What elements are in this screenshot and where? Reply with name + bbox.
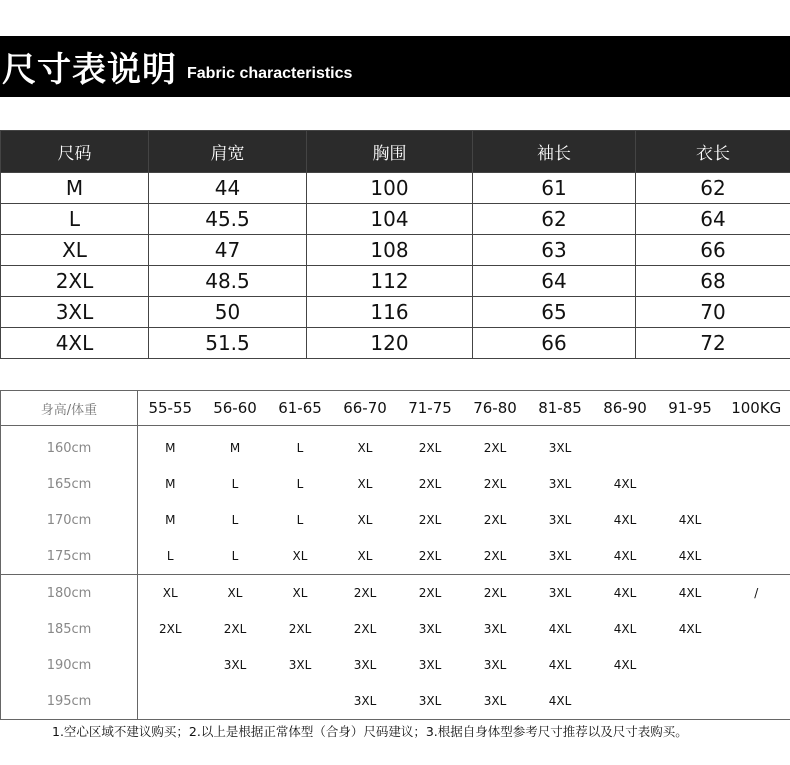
reference-row xyxy=(1,611,790,647)
recommended-size-cell: 3XL xyxy=(353,694,377,708)
recommended-size-cell: 3XL xyxy=(528,575,593,612)
height-label: 185cm xyxy=(1,611,138,647)
recommended-size-cell: 2XL xyxy=(398,575,463,612)
recommended-size-cell xyxy=(203,683,268,720)
header-sleeve: 袖长 xyxy=(473,131,636,173)
recommended-size-cell: 4XL xyxy=(613,513,637,527)
size-cell-shoulder: 47 xyxy=(149,235,307,266)
weight-header: 86-90 xyxy=(593,391,658,426)
recommended-size-cell: 4XL xyxy=(678,513,702,527)
recommended-size-cell: 3XL xyxy=(483,622,507,636)
recommended-size-cell: 2XL xyxy=(483,477,507,491)
height-label: 165cm xyxy=(1,466,138,502)
recommended-size-cell: 4XL xyxy=(593,575,658,612)
size-cell-length: 62 xyxy=(636,173,790,204)
size-cell-sleeve: 61 xyxy=(473,173,636,204)
recommended-size-cell xyxy=(138,683,203,720)
recommended-size-cell: L xyxy=(231,477,239,491)
height-label: 190cm xyxy=(1,647,138,683)
header-size: 尺码 xyxy=(1,131,149,173)
height-label: 195cm xyxy=(1,683,138,720)
reference-row xyxy=(1,683,790,720)
size-chart-header-row xyxy=(1,131,790,173)
recommended-size-cell: 2XL xyxy=(483,441,507,455)
recommended-size-cell: 2XL xyxy=(463,575,528,612)
recommended-size-cell: 3XL xyxy=(288,658,312,672)
size-cell-sleeve: 66 xyxy=(473,328,636,359)
recommended-size-cell: 4XL xyxy=(678,622,702,636)
size-cell-shoulder: 50 xyxy=(149,297,307,328)
recommended-size-cell xyxy=(723,611,790,647)
size-cell-chest: 108 xyxy=(307,235,473,266)
size-cell-length: 66 xyxy=(636,235,790,266)
recommended-size-cell xyxy=(723,538,790,575)
recommended-size-cell: 3XL xyxy=(548,549,572,563)
header-shoulder: 肩宽 xyxy=(149,131,307,173)
recommended-size-cell: 2XL xyxy=(333,575,398,612)
title-banner xyxy=(0,36,790,97)
size-cell-sleeve: 65 xyxy=(473,297,636,328)
size-cell-length: 72 xyxy=(636,328,790,359)
size-chart-row xyxy=(1,266,790,297)
recommended-size-cell: 2XL xyxy=(353,622,377,636)
recommended-size-cell: 2XL xyxy=(223,622,247,636)
size-cell-length: 64 xyxy=(636,204,790,235)
footnote: 1.空心区域不建议购买；2.以上是根据正常体型（合身）尺码建议；3.根据自身体型参考尺寸推荐以及尺寸表购买。 xyxy=(52,724,688,739)
recommended-size-cell xyxy=(723,502,790,538)
reference-row xyxy=(1,647,790,683)
size-cell-size: XL xyxy=(1,235,149,266)
page-title: 尺寸表说明 xyxy=(2,50,177,90)
page-subtitle: Fabric characteristics xyxy=(187,64,353,82)
size-cell-shoulder: 44 xyxy=(149,173,307,204)
recommended-size-cell: / xyxy=(723,575,790,612)
size-cell-shoulder: 45.5 xyxy=(149,204,307,235)
recommended-size-cell: 3XL xyxy=(483,694,507,708)
size-chart-row xyxy=(1,297,790,328)
reference-header-row xyxy=(1,391,790,426)
recommended-size-cell xyxy=(658,647,723,683)
recommended-size-cell: L xyxy=(231,549,239,563)
recommended-size-cell xyxy=(723,683,790,720)
size-cell-sleeve: 64 xyxy=(473,266,636,297)
size-cell-size: 4XL xyxy=(1,328,149,359)
recommended-size-cell xyxy=(658,426,723,467)
height-label: 180cm xyxy=(1,575,138,612)
recommended-size-cell: 4XL xyxy=(548,622,572,636)
size-cell-size: M xyxy=(1,173,149,204)
size-cell-length: 68 xyxy=(636,266,790,297)
size-chart-row xyxy=(1,204,790,235)
size-cell-sleeve: 63 xyxy=(473,235,636,266)
size-cell-length: 70 xyxy=(636,297,790,328)
recommended-size-cell: 3XL xyxy=(418,622,442,636)
recommended-size-cell xyxy=(658,466,723,502)
reference-row xyxy=(1,538,790,575)
recommended-size-cell: XL xyxy=(292,549,308,563)
height-label: 170cm xyxy=(1,502,138,538)
recommended-size-cell: 4XL xyxy=(613,477,637,491)
reference-row xyxy=(1,502,790,538)
recommended-size-cell: 2XL xyxy=(483,549,507,563)
size-cell-size: 3XL xyxy=(1,297,149,328)
size-cell-chest: 120 xyxy=(307,328,473,359)
size-cell-chest: 112 xyxy=(307,266,473,297)
header-chest: 胸围 xyxy=(307,131,473,173)
size-reference-table xyxy=(0,390,790,720)
recommended-size-cell xyxy=(138,647,203,683)
recommended-size-cell: 2XL xyxy=(288,622,312,636)
size-chart-row xyxy=(1,173,790,204)
recommended-size-cell: 2XL xyxy=(418,513,442,527)
recommended-size-cell: 4XL xyxy=(658,575,723,612)
size-cell-shoulder: 48.5 xyxy=(149,266,307,297)
header-length: 衣长 xyxy=(636,131,790,173)
weight-header: 56-60 xyxy=(203,391,268,426)
recommended-size-cell: 4XL xyxy=(613,622,637,636)
recommended-size-cell: 2XL xyxy=(158,622,182,636)
recommended-size-cell: XL xyxy=(357,441,373,455)
recommended-size-cell: 4XL xyxy=(678,549,702,563)
recommended-size-cell: 4XL xyxy=(613,658,637,672)
recommended-size-cell: M xyxy=(165,513,176,527)
reference-row xyxy=(1,466,790,502)
reference-row xyxy=(1,426,790,467)
recommended-size-cell xyxy=(658,683,723,720)
recommended-size-cell: XL xyxy=(138,575,203,612)
recommended-size-cell: XL xyxy=(203,575,268,612)
size-cell-size: 2XL xyxy=(1,266,149,297)
recommended-size-cell: 4XL xyxy=(548,658,572,672)
recommended-size-cell: 3XL xyxy=(418,658,442,672)
size-cell-chest: 100 xyxy=(307,173,473,204)
height-weight-corner: 身高/体重 xyxy=(1,391,138,426)
weight-header: 100KG xyxy=(723,391,790,426)
recommended-size-cell: 4XL xyxy=(613,549,637,563)
recommended-size-cell: 3XL xyxy=(483,658,507,672)
weight-header: 71-75 xyxy=(398,391,463,426)
reference-row xyxy=(1,575,790,612)
recommended-size-cell: XL xyxy=(357,513,373,527)
recommended-size-cell: 3XL xyxy=(548,477,572,491)
weight-header: 91-95 xyxy=(658,391,723,426)
recommended-size-cell: 3XL xyxy=(548,513,572,527)
recommended-size-cell: L xyxy=(296,441,304,455)
recommended-size-cell: L xyxy=(231,513,239,527)
recommended-size-cell: 2XL xyxy=(483,513,507,527)
size-cell-chest: 116 xyxy=(307,297,473,328)
recommended-size-cell: 3XL xyxy=(353,658,377,672)
recommended-size-cell: M xyxy=(165,477,176,491)
recommended-size-cell: L xyxy=(296,477,304,491)
recommended-size-cell: 2XL xyxy=(418,549,442,563)
height-label: 175cm xyxy=(1,538,138,575)
recommended-size-cell: 3XL xyxy=(223,658,247,672)
recommended-size-cell xyxy=(268,683,333,720)
recommended-size-cell: M xyxy=(229,441,241,455)
weight-header: 76-80 xyxy=(463,391,528,426)
weight-header: 61-65 xyxy=(268,391,333,426)
size-chart-table xyxy=(0,130,790,359)
size-chart-row xyxy=(1,328,790,359)
recommended-size-cell xyxy=(593,426,658,467)
weight-header: 55-55 xyxy=(138,391,203,426)
size-cell-shoulder: 51.5 xyxy=(149,328,307,359)
recommended-size-cell: 3XL xyxy=(418,694,442,708)
recommended-size-cell: L xyxy=(166,549,174,563)
size-chart-row xyxy=(1,235,790,266)
recommended-size-cell xyxy=(723,647,790,683)
recommended-size-cell: 4XL xyxy=(548,694,572,708)
recommended-size-cell: XL xyxy=(357,477,373,491)
recommended-size-cell: 2XL xyxy=(418,441,442,455)
recommended-size-cell: XL xyxy=(268,575,333,612)
recommended-size-cell: 2XL xyxy=(418,477,442,491)
recommended-size-cell: L xyxy=(296,513,304,527)
size-cell-chest: 104 xyxy=(307,204,473,235)
recommended-size-cell xyxy=(593,683,658,720)
recommended-size-cell: XL xyxy=(357,549,373,563)
recommended-size-cell: 3XL xyxy=(548,441,572,455)
weight-header: 66-70 xyxy=(333,391,398,426)
recommended-size-cell xyxy=(723,426,790,467)
size-cell-size: L xyxy=(1,204,149,235)
height-label: 160cm xyxy=(1,426,138,467)
size-cell-sleeve: 62 xyxy=(473,204,636,235)
recommended-size-cell xyxy=(723,466,790,502)
weight-header: 81-85 xyxy=(528,391,593,426)
recommended-size-cell: M xyxy=(165,441,176,455)
